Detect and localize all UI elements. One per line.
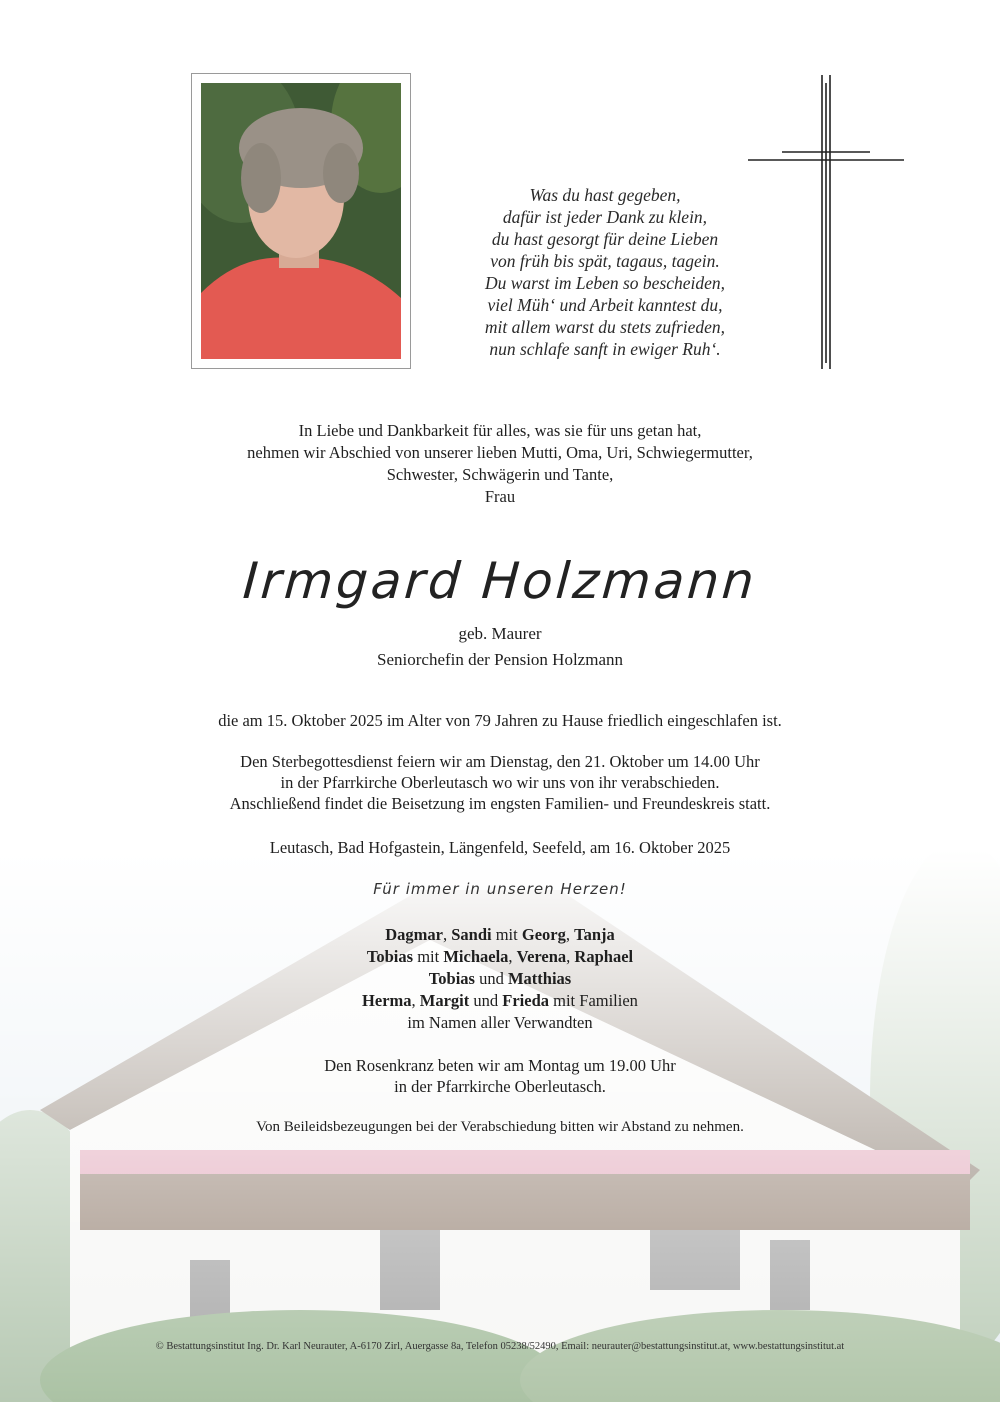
death-notice: die am 15. Oktober 2025 im Alter von 79 Jahren zu Hause friedlich eingeschlafen ist. [218, 711, 782, 730]
family-member: Herma [362, 991, 412, 1010]
birth-name: geb. Maurer [458, 624, 542, 643]
separator: , [566, 947, 575, 966]
intro-line: In Liebe und Dankbarkeit für alles, was sie für uns getan hat, [298, 421, 702, 440]
family-member: Raphael [574, 947, 634, 966]
connector: mit [491, 925, 522, 944]
deceased-role: Seniorchefin der Pension Holzmann [377, 650, 623, 669]
connector: mit Familien [549, 991, 638, 1010]
poem-line: mit allem warst du stets zufrieden, [484, 317, 726, 337]
family-member: Tanja [574, 925, 615, 944]
connector: mit [413, 947, 444, 966]
family-member: Verena [516, 947, 567, 966]
poem-line: Du warst im Leben so bescheiden, [484, 273, 726, 293]
portrait-photo [201, 83, 401, 359]
family-member: Georg [521, 925, 566, 944]
connector: und [469, 991, 503, 1010]
intro-line: nehmen wir Abschied von unserer lieben Mutti, Oma, Uri, Schwiegermutter, [247, 443, 753, 462]
condolence-notice: Von Beileidsbezeugungen bei der Verabschiedung bitten wir Abstand zu nehmen. [256, 1119, 744, 1135]
intro-line: Frau [484, 487, 516, 506]
memorial-poem [440, 184, 770, 360]
rosary-notice [0, 1055, 1000, 1097]
poem-line: du hast gesorgt für deine Lieben [491, 229, 719, 249]
family-member: Sandi [451, 925, 492, 944]
rosary-line: in der Pfarrkirche Oberleutasch. [394, 1077, 606, 1096]
separator: , [565, 925, 575, 944]
cross-icon [746, 73, 906, 371]
poem-line: Was du hast gegeben, [529, 185, 681, 205]
family-member: Michaela [443, 947, 509, 966]
poem-line: nun schlafe sanft in ewiger Ruh‘. [489, 339, 721, 359]
family-mourners [0, 924, 1000, 1034]
service-line: Den Sterbegottesdienst feiern wir am Dienstag, den 21. Oktober um 14.00 Uhr [240, 752, 760, 771]
family-line: im Namen aller Verwandten [407, 1013, 593, 1032]
poem-line: von früh bis spät, tagaus, tagein. [490, 251, 720, 271]
poem-line: viel Müh‘ und Arbeit kanntest du, [487, 295, 723, 315]
service-line: in der Pfarrkirche Oberleutasch wo wir uns von ihr verabschieden. [280, 773, 720, 792]
funeral-service-text [0, 751, 1000, 814]
poem-line: dafür ist jeder Dank zu klein, [502, 207, 708, 227]
family-member: Margit [419, 991, 470, 1010]
separator: , [442, 925, 452, 944]
intro-text [0, 420, 1000, 508]
separator: , [411, 991, 420, 1010]
family-member: Dagmar [385, 925, 443, 944]
deceased-name: Irmgard Holzmann [241, 552, 759, 610]
family-line [0, 990, 1000, 1012]
separator: , [508, 947, 517, 966]
places-and-date: Leutasch, Bad Hofgastein, Längenfeld, Seefeld, am 16. Oktober 2025 [269, 838, 731, 857]
connector: und [474, 969, 508, 988]
motto: Für immer in unseren Herzen! [373, 880, 627, 898]
family-member: Frieda [502, 991, 550, 1010]
family-line [0, 946, 1000, 968]
family-member: Matthias [507, 969, 572, 988]
family-member: Tobias [428, 969, 475, 988]
rosary-line: Den Rosenkranz beten wir am Montag um 19.00 Uhr [324, 1056, 676, 1075]
intro-line: Schwester, Schwägerin und Tante, [386, 465, 614, 484]
service-line: Anschließend findet die Beisetzung im engsten Familien- und Freundeskreis statt. [229, 794, 771, 813]
portrait-frame [191, 73, 411, 369]
footer-imprint: © Bestattungsinstitut Ing. Dr. Karl Neurauter, A-6170 Zirl, Auergasse 8a, Telefon 05238/52490, Email: neurauter@bestattungsinstitut.at, www.bestattungsinstitut.at [155, 1341, 845, 1352]
family-line [0, 968, 1000, 990]
family-member: Tobias [366, 947, 414, 966]
family-line [0, 924, 1000, 946]
